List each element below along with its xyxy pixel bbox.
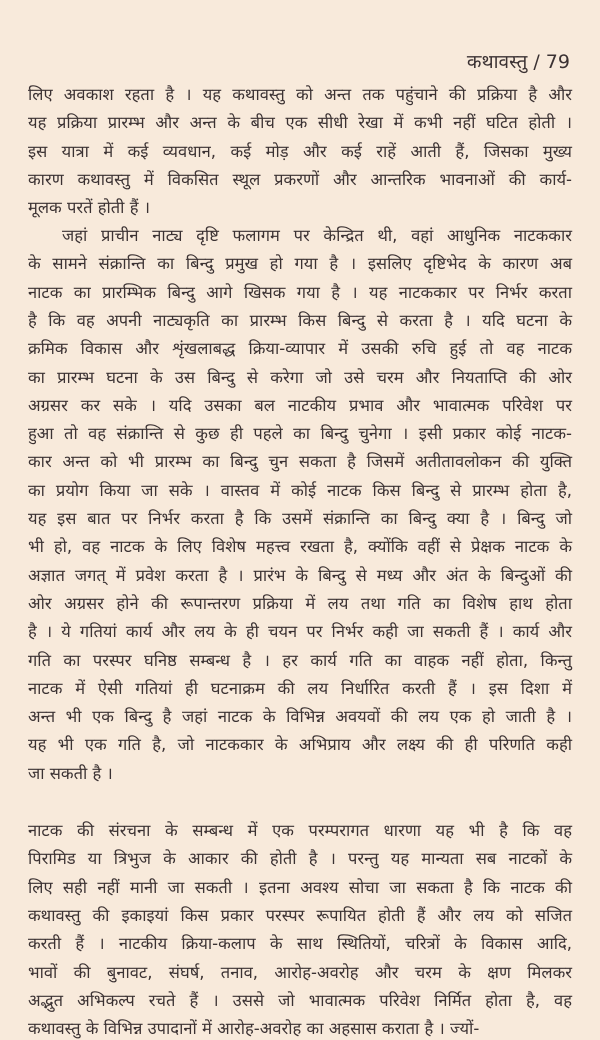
text-line: पिरामिड या त्रिभुज के आकार की होती है । परन्तु यह मान्यता सब नाटकों के bbox=[28, 849, 572, 869]
text-line: कथावस्तु के विभिन्न उपादानों में आरोह-अवरोह का अहसास कराता है । ज्यों- bbox=[28, 1019, 480, 1039]
running-header: कथावस्तु / 79 bbox=[466, 51, 570, 73]
text-line: के सामने संक्रान्ति का बिन्दु प्रमुख हो गया है । इसलिए दृष्टिभेद के कारण अब bbox=[28, 254, 572, 274]
text-line: अद्भुत अभिकल्प रचते हैं । उससे जो भावात्मक परिवेश निर्मित होता है, वह bbox=[28, 990, 572, 1010]
text-line: भी हो, वह नाटक के लिए विशेष महत्त्व रखता है, क्योंकि वहीं से प्रेक्षक नाटक के bbox=[28, 537, 572, 557]
text-line: इस यात्रा में कई व्यवधान, कई मोड़ और कई राहें आती हैं, जिसका मुख्य bbox=[28, 141, 572, 161]
text-line: अज्ञात जगत् में प्रवेश करता है । प्रारंभ के बिन्दु से मध्य और अंत के बिन्दुओं की bbox=[28, 565, 572, 585]
text-line: ओर अग्रसर होने की रूपान्तरण प्रक्रिया में लय तथा गति का विशेष हाथ होता bbox=[28, 593, 572, 613]
text-line: है । ये गतियां कार्य और लय के ही चयन पर निर्भर कही जा सकती हैं । कार्य और bbox=[28, 622, 572, 642]
text-line: अग्रसर कर सके । यदि उसका बल नाटकीय प्रभाव और भावात्मक परिवेश पर bbox=[28, 395, 572, 415]
text-line: जा सकती है । bbox=[28, 763, 113, 783]
text-line: नाटक में ऐसी गतियां ही घटनाक्रम की लय निर्धारित करती हैं । इस दिशा में bbox=[28, 678, 572, 698]
text-line: लिए सही नहीं मानी जा सकती । इतना अवश्य सोचा जा सकता है कि नाटक की bbox=[28, 877, 572, 897]
text-line: अन्त भी एक बिन्दु है जहां नाटक के विभिन्न अवयवों की लय एक हो जाती है । bbox=[28, 707, 572, 727]
text-line: कारण कथावस्तु में विकसित स्थूल प्रकरणों और आन्तरिक भावनाओं की कार्य- bbox=[28, 169, 572, 189]
text-line: मूलक परतें होती हैं । bbox=[28, 198, 150, 218]
text-line: नाटक की संरचना के सम्बन्ध में एक परम्परागत धारणा यह भी है कि वह bbox=[28, 821, 572, 840]
text-line: हुआ तो वह संक्रान्ति से कुछ ही पहले का बिन्दु चुनेगा । इसी प्रकार कोई नाटक- bbox=[28, 424, 572, 444]
text-line: यह भी एक गति है, जो नाटककार के अभिप्राय और लक्ष्य की ही परिणति कही bbox=[28, 735, 572, 755]
text-line: यह प्रक्रिया प्रारम्भ और अन्त के बीच एक सीधी रेखा में कभी नहीं घटित होती । bbox=[28, 113, 572, 133]
text-line: क्रमिक विकास और शृंखलाबद्ध क्रिया-व्यापार में उसकी रुचि हुई तो वह नाटक bbox=[28, 339, 572, 359]
text-line: है कि वह अपनी नाट्यकृति का प्रारम्भ किस बिन्दु से करता है । यदि घटना के bbox=[28, 310, 572, 330]
text-line: गति का परस्पर घनिष्ठ सम्बन्ध है । हर कार्य गति का वाहक नहीं होता, किन्तु bbox=[28, 650, 572, 670]
text-line: भावों की बुनावट, संघर्ष, तनाव, आरोह-अवरोह और चरम के क्षण मिलकर bbox=[28, 962, 572, 982]
text-line: करती हैं । नाटकीय क्रिया-कलाप के साथ स्थितियों, चरित्रों के विकास आदि, bbox=[28, 934, 572, 954]
text-line: कार अन्त को भी प्रारम्भ का बिन्दु चुन सकता है जिसमें अतीतावलोकन की युक्ति bbox=[28, 452, 572, 472]
text-line: का प्रारम्भ घटना के उस बिन्दु से करेगा जो उसे चरम और नियताप्ति की ओर bbox=[28, 367, 572, 387]
text-line: लिए अवकाश रहता है । यह कथावस्तु को अन्त तक पहुंचाने की प्रक्रिया है और bbox=[28, 85, 572, 104]
text-line: यह इस बात पर निर्भर करता है कि उसमें संक्रान्ति का बिन्दु क्या है । बिन्दु जो bbox=[28, 509, 572, 528]
text-line: जहां प्राचीन नाट्य दृष्टि फलागम पर केन्द्रित थी, वहां आधुनिक नाटककार bbox=[62, 226, 572, 245]
text-line: नाटक का प्रारम्भिक बिन्दु आगे खिसक गया है । यह नाटककार पर निर्भर करता bbox=[28, 282, 572, 302]
text-line: का प्रयोग किया जा सके । वास्तव में कोई नाटक किस बिन्दु से प्रारम्भ होता है, bbox=[28, 480, 572, 500]
text-line: कथावस्तु की इकाइयां किस प्रकार परस्पर रूपायित होती हैं और लय को सजित bbox=[28, 905, 572, 925]
